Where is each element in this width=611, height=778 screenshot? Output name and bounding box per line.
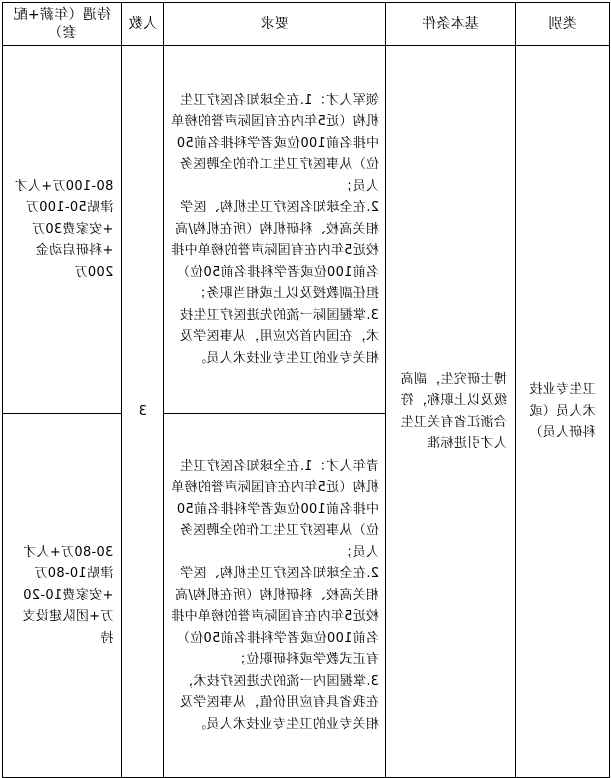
header-row: [3, 3, 610, 46]
header-basic-conditions: 基本条件: [386, 3, 516, 46]
header-requirements: 要求: [164, 3, 386, 46]
count-cell: 3: [122, 46, 164, 778]
requirement-cell-young: [164, 414, 386, 778]
requirement-text-leading: 领军人才：1.在全球知名医疗卫生机构（近5年内在有国际声誉的榜单中排名前100位或者学科排名前50位）从事医疗卫生工作的全聘医务人员； 2.在全球知名医疗卫生机构、医学相关高校、科研机构（所在机构/高校近5年内在有国际声誉的榜单中排名前100位或者学科排名前50位）担任副教授及以上或相当职务； 3.掌握国际一流的先进医疗卫生技术，在国内首次应用，从事医学及相关专业的卫生专业技术人员。: [170, 92, 380, 366]
header-pay: 待遇（年薪+配套）: [3, 3, 122, 46]
requirement-text-young: 青年人才：1.在全球知名医疗卫生机构（近5年内在有国际声誉的榜单中排名前100位或者学科排名前50位）从事医疗卫生工作的全聘医务人员； 2.在全球知名医疗卫生机构、医学相关高校、科研机构（所在机构/高校近5年内在有国际声誉的榜单中排名前100位或者学科排名前50位）有正式教学或科研职位； 3.掌握国内一流的先进医疗技术，在我省具有应用价值，从事医学及相关专业的卫生专业技术人员。: [170, 458, 380, 732]
header-category: 类别: [515, 3, 609, 46]
pay-cell-young: 30-80万+人才津贴10-80万+安家费10-20万+团队建设支持: [3, 414, 122, 778]
requirement-cell-leading: [164, 46, 386, 414]
table-row: [3, 46, 610, 414]
pay-cell-leading: 80-100万+人才津贴50-100万+安家费30万+科研启动金200万: [3, 46, 122, 414]
basic-conditions-cell: 博士研究生，副高级及以上职称，符合浙江省有关卫生人才引进标准: [386, 46, 516, 778]
category-cell: 卫生专业技术人员（或科研人员）: [515, 46, 609, 778]
header-count: 人数: [122, 3, 164, 46]
recruitment-table: [2, 2, 610, 778]
